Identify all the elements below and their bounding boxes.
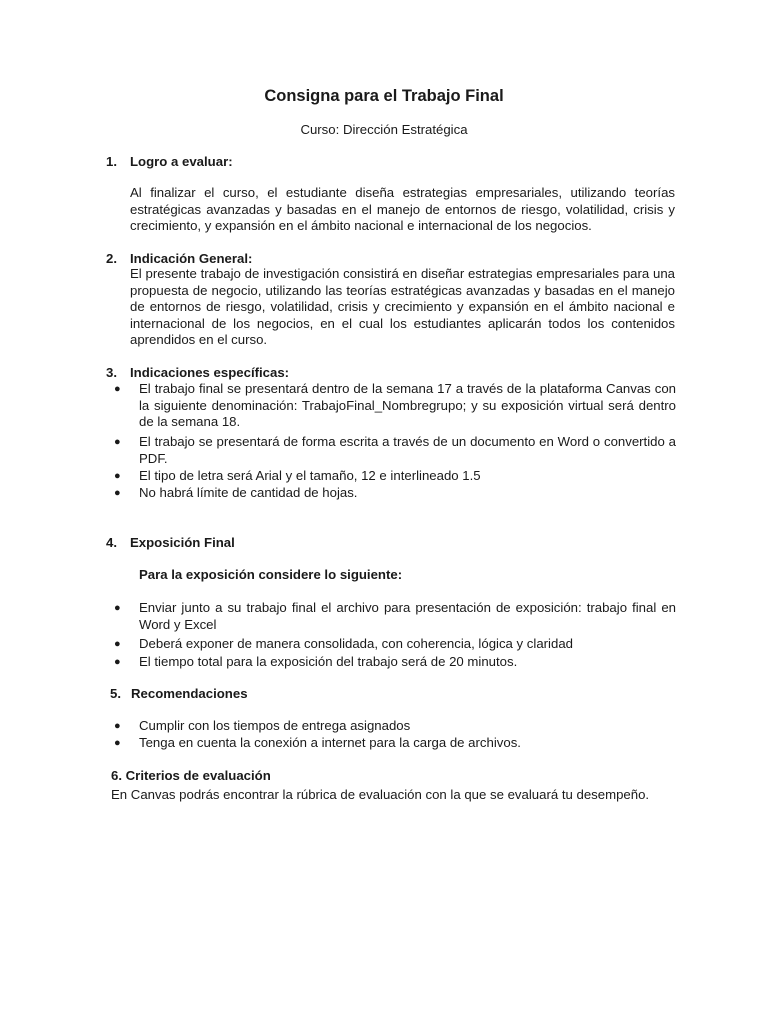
section-5-number: 5. [110, 686, 121, 701]
list-item [114, 485, 676, 502]
bullet-icon: ● [114, 720, 121, 732]
list-item-text: El tiempo total para la exposición del trabajo será de 20 minutos. [139, 654, 518, 669]
bullet-icon: ● [114, 383, 121, 395]
list-item [114, 636, 676, 653]
section-2-number: 2. [106, 251, 117, 266]
bullet-icon: ● [114, 436, 121, 448]
section-4-number: 4. [106, 535, 117, 550]
section-2-text: El presente trabajo de investigación consistirá en diseñar estrategias empresariales para una propuesta de negocio, utilizando las teorías estratégicas avanzadas y basadas en el manejo de entornos de riesgo, volatilidad, crisis y crecimiento y expansión en el ámbito nacional e internacional de los negocios, en el cual los estudiantes aplicarán todos los contenidos aprendidos en el curso. [130, 266, 675, 348]
section-4-subheading: Para la exposición considere lo siguiente: [139, 567, 403, 582]
list-item [114, 468, 676, 485]
section-3-number: 3. [106, 365, 117, 380]
section-5-heading [110, 686, 248, 703]
section-2-title: Indicación General: [130, 251, 253, 266]
section-5-title: Recomendaciones [131, 686, 248, 701]
list-item [114, 718, 676, 735]
section-6-text: En Canvas podrás encontrar la rúbrica de evaluación con la que se evaluará tu desempeño. [111, 787, 650, 802]
section-3-title: Indicaciones específicas: [130, 365, 290, 380]
list-item-text: El trabajo final se presentará dentro de la semana 17 a través de la plataforma Canvas con la siguiente denominación: TrabajoFinal_Nombregrupo; y su exposición virtual será dentro de la semana 18. [139, 381, 676, 430]
bullet-icon: ● [114, 602, 121, 614]
section-4-heading [106, 535, 235, 552]
list-item [114, 434, 676, 467]
section-1-number: 1. [106, 154, 117, 169]
list-item-text: No habrá límite de cantidad de hojas. [139, 485, 358, 500]
section-3-heading [106, 365, 289, 382]
course-subtitle: Curso: Dirección Estratégica [300, 122, 468, 137]
list-item-text: El trabajo se presentará de forma escrita a través de un documento en Word o convertido a PDF. [139, 434, 676, 466]
section-1-heading [106, 154, 233, 171]
document-title: Consigna para el Trabajo Final [264, 87, 504, 105]
list-item-text: El tipo de letra será Arial y el tamaño, 12 e interlineado 1.5 [139, 468, 481, 483]
bullet-icon: ● [114, 487, 121, 499]
bullet-icon: ● [114, 656, 121, 668]
section-1-title: Logro a evaluar: [130, 154, 233, 169]
bullet-icon: ● [114, 470, 121, 482]
list-item-text: Cumplir con los tiempos de entrega asignados [139, 718, 411, 733]
list-item [114, 654, 676, 671]
list-item-text: Deberá exponer de manera consolidada, con coherencia, lógica y claridad [139, 636, 573, 651]
list-item [114, 381, 676, 431]
list-item-text: Tenga en cuenta la conexión a internet para la carga de archivos. [139, 735, 521, 750]
section-1-text: Al finalizar el curso, el estudiante diseña estrategias empresariales, utilizando teorías estratégicas avanzadas y basadas en el manejo de entornos de riesgo, volatilidad, crisis y crecimiento, y expansión en el ámbito nacional e internacional de los negocios. [130, 185, 675, 234]
list-item [114, 735, 676, 752]
section-4-title: Exposición Final [130, 535, 235, 550]
section-6-heading: 6. Criterios de evaluación [111, 768, 271, 783]
bullet-icon: ● [114, 737, 121, 749]
bullet-icon: ● [114, 638, 121, 650]
list-item [114, 600, 676, 633]
list-item-text: Enviar junto a su trabajo final el archivo para presentación de exposición: trabajo final en Word y Excel [139, 600, 676, 632]
